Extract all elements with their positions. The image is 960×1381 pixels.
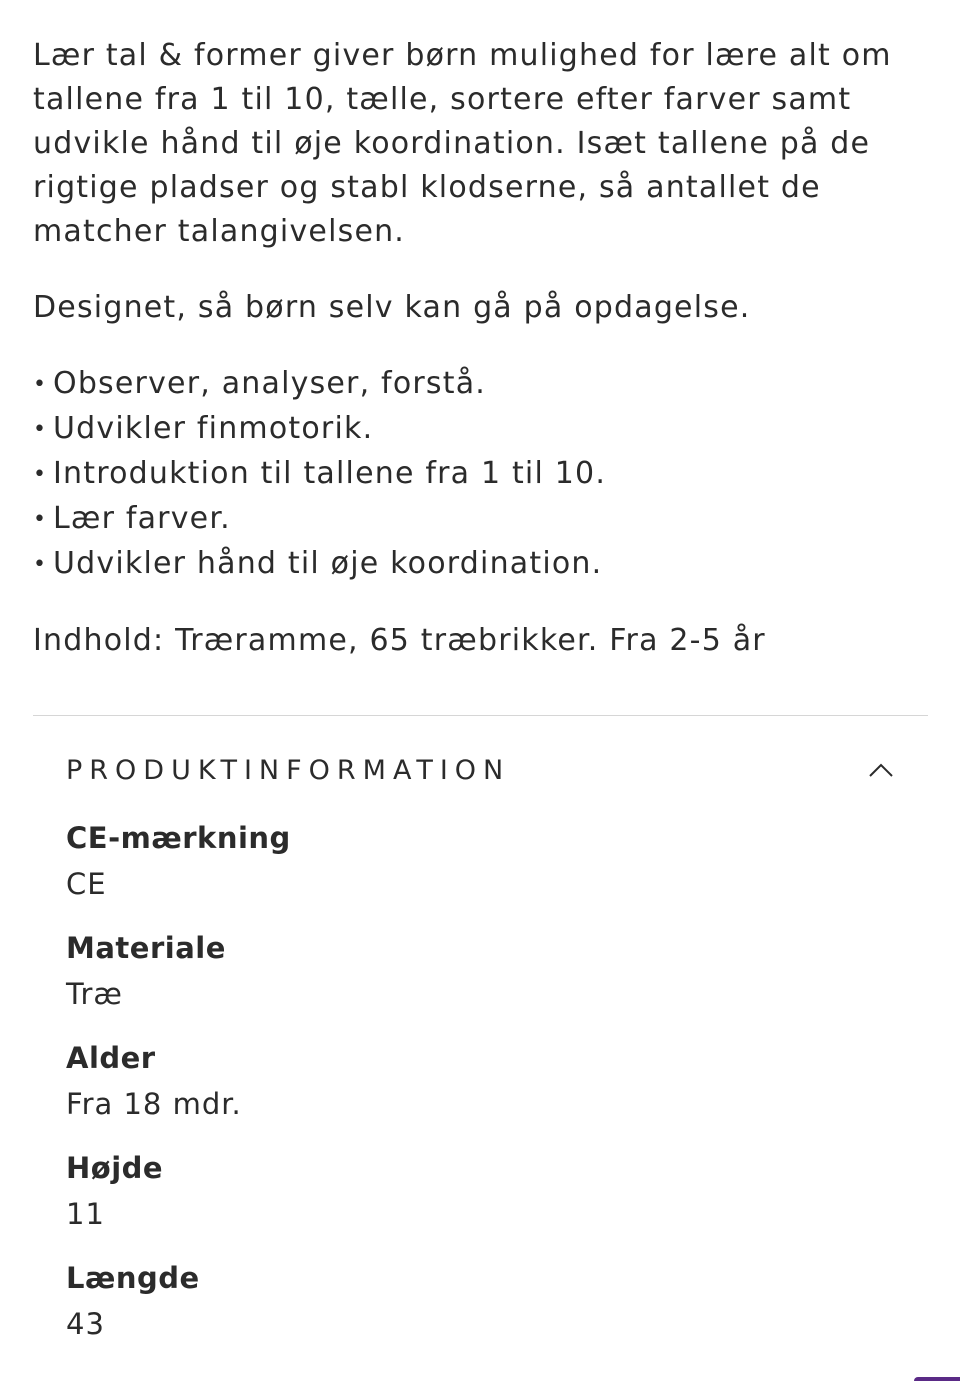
product-info-list [66, 815, 866, 1365]
section-divider [33, 715, 928, 716]
spec-material [66, 925, 866, 1035]
list-item: • Lær farver. [33, 497, 933, 542]
bullet-icon: • [33, 417, 48, 442]
list-item: • Udvikler finmotorik. [33, 407, 933, 452]
spec-label: Længde [66, 1261, 200, 1295]
bullet-icon: • [33, 507, 48, 532]
list-item: • Observer, analyser, forstå. [33, 362, 933, 407]
feature-list [33, 362, 933, 587]
product-info-accordion-toggle[interactable] [66, 745, 896, 795]
spec-length [66, 1255, 866, 1365]
chat-widget-edge[interactable] [914, 1377, 960, 1381]
bullet-icon: • [33, 462, 48, 487]
description-paragraph-1: Lær tal & former giver børn mulighed for lære alt om tallene fra 1 til 10, tælle, sortere efter farver samt udvikle hånd til øje koordination. Isæt tallene på de rigtige pladser og stabl klodserne, så antallet de matcher talangivelsen. [33, 38, 892, 249]
bullet-icon: • [33, 372, 48, 397]
spec-value: 43 [66, 1307, 105, 1341]
spec-value: 11 [66, 1197, 105, 1231]
spec-label: Materiale [66, 931, 226, 965]
bullet-icon: • [33, 552, 48, 577]
spec-value: Fra 18 mdr. [66, 1087, 242, 1121]
spec-value: CE [66, 867, 107, 901]
accordion-title: PRODUKTINFORMATION [66, 754, 511, 786]
product-description [33, 34, 933, 695]
spec-age [66, 1035, 866, 1145]
chevron-up-icon[interactable] [866, 755, 896, 785]
spec-ce-marking [66, 815, 866, 925]
spec-label: CE-mærkning [66, 821, 291, 855]
spec-label: Alder [66, 1041, 156, 1075]
list-item: • Udvikler hånd til øje koordination. [33, 542, 933, 587]
list-item: • Introduktion til tallene fra 1 til 10. [33, 452, 933, 497]
description-paragraph-2: Designet, så børn selv kan gå på opdagelse. [33, 290, 751, 325]
spec-value: Træ [66, 977, 123, 1011]
contents-text: Indhold: Træramme, 65 træbrikker. Fra 2-5 år [33, 623, 766, 658]
spec-height [66, 1145, 866, 1255]
spec-label: Højde [66, 1151, 164, 1185]
